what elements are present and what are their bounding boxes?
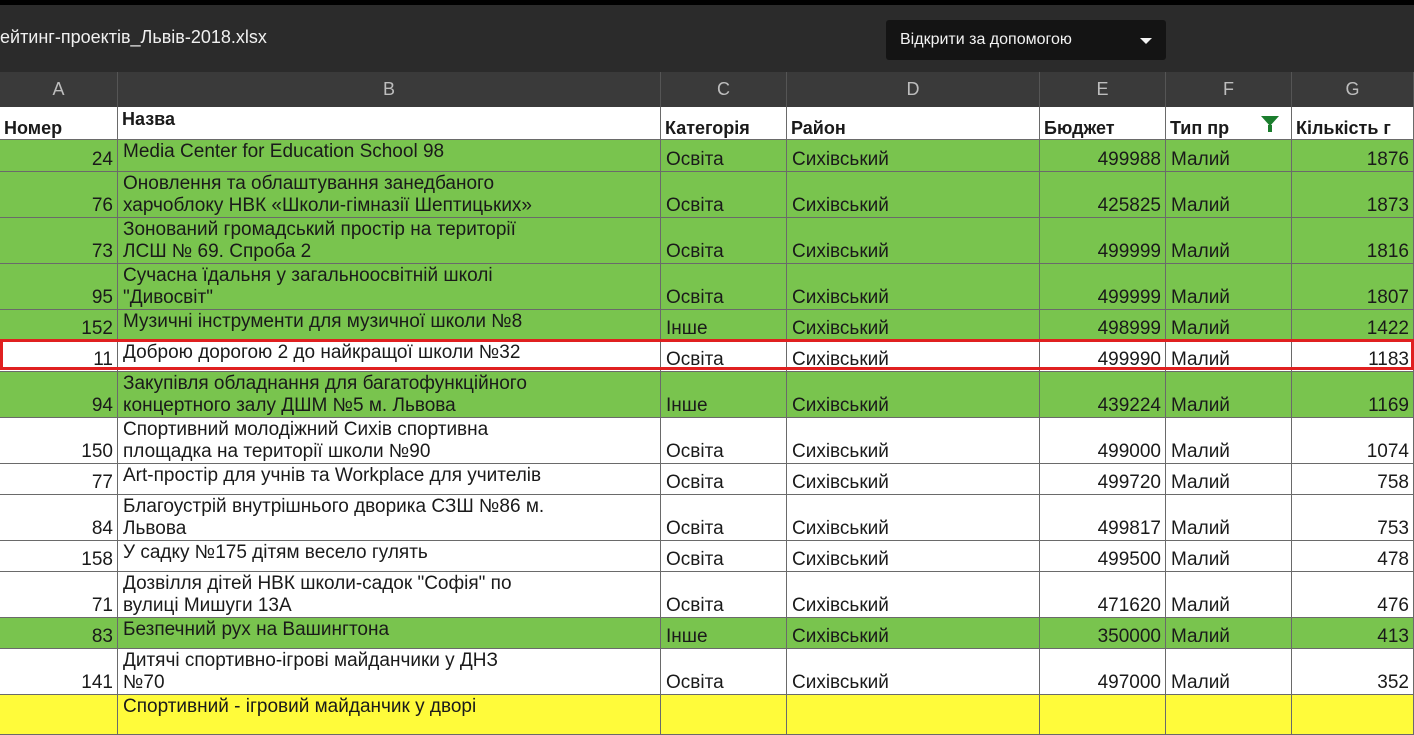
cell-count[interactable]: 1873 <box>1292 172 1414 218</box>
open-with-button[interactable] <box>886 20 1166 60</box>
cell-name-line: Сучасна їдальня у загальноосвітній школі <box>123 265 493 286</box>
cell-count[interactable]: 413 <box>1292 618 1414 649</box>
header-name[interactable]: Назва <box>118 107 661 140</box>
cell-number[interactable]: 95 <box>0 264 118 310</box>
column-header-b[interactable]: B <box>118 72 661 107</box>
cell-type[interactable]: Малий <box>1166 140 1292 172</box>
cell-category[interactable]: Освіта <box>661 218 787 264</box>
cell-number[interactable]: 71 <box>0 572 118 618</box>
cell-category[interactable]: Освіта <box>661 495 787 541</box>
cell-type[interactable]: Малий <box>1166 464 1292 495</box>
cell-category[interactable]: Освіта <box>661 341 787 372</box>
cell-district[interactable]: Сихівський <box>787 541 1040 572</box>
cell-type[interactable]: Малий <box>1166 172 1292 218</box>
cell-count[interactable]: 1074 <box>1292 418 1414 464</box>
cell-district[interactable]: Сихівський <box>787 418 1040 464</box>
cell-number[interactable]: 76 <box>0 172 118 218</box>
cell-district[interactable]: Сихівський <box>787 495 1040 541</box>
cell-budget[interactable]: 499000 <box>1040 418 1166 464</box>
cell-type[interactable]: Малий <box>1166 341 1292 372</box>
cell-district[interactable]: Сихівський <box>787 218 1040 264</box>
cell-category[interactable]: Освіта <box>661 264 787 310</box>
cell-name[interactable] <box>118 541 661 572</box>
cell-budget[interactable]: 499817 <box>1040 495 1166 541</box>
cell-district[interactable]: Сихівський <box>787 264 1040 310</box>
cell-budget[interactable]: 471620 <box>1040 572 1166 618</box>
cell-type[interactable]: Малий <box>1166 310 1292 341</box>
filter-icon-stem <box>1268 125 1272 132</box>
cell-district[interactable]: Сихівський <box>787 310 1040 341</box>
header-category[interactable]: Категорія <box>661 107 787 140</box>
cell-budget[interactable]: 499999 <box>1040 264 1166 310</box>
cell-number[interactable]: 94 <box>0 372 118 418</box>
cell-type[interactable]: Малий <box>1166 218 1292 264</box>
cell-number[interactable]: 73 <box>0 218 118 264</box>
cell-category[interactable]: Освіта <box>661 649 787 695</box>
cell-count[interactable]: 1422 <box>1292 310 1414 341</box>
column-header-a[interactable]: A <box>0 72 118 107</box>
top-bar <box>0 0 1414 72</box>
cell-name-line: Закупівля обладнання для багатофункційного <box>123 373 527 394</box>
cell-name[interactable] <box>118 341 661 372</box>
cell-name[interactable] <box>118 264 661 310</box>
cell-name-line: "Дивосвіт" <box>123 287 213 308</box>
cell-budget[interactable]: 425825 <box>1040 172 1166 218</box>
caret-down-icon <box>1140 38 1152 44</box>
cell-number[interactable]: 24 <box>0 140 118 172</box>
cell-name-line: ЛСШ № 69. Спроба 2 <box>123 241 312 262</box>
cell-name[interactable] <box>118 495 661 541</box>
cell-district[interactable]: Сихівський <box>787 372 1040 418</box>
header-budget[interactable]: Бюджет <box>1040 107 1166 140</box>
cell-type[interactable]: Малий <box>1166 649 1292 695</box>
cell-number[interactable]: 84 <box>0 495 118 541</box>
cell-name-line: Дозвілля дітей НВК школи-садок "Софія" по <box>123 573 512 594</box>
cell-category[interactable]: Освіта <box>661 140 787 172</box>
cell-name-line: харчоблоку НВК «Школи-гімназії Шептицьких» <box>123 195 533 216</box>
cell-name-line: Львова <box>123 518 187 539</box>
cell-name-line: Оновлення та облаштування занедбаного <box>123 173 495 194</box>
cell-type[interactable] <box>1166 695 1292 735</box>
cell-count[interactable]: 1816 <box>1292 218 1414 264</box>
cell-budget[interactable]: 498999 <box>1040 310 1166 341</box>
cell-name-line: Доброю дорогою 2 до найкращої школи №32 <box>123 342 521 363</box>
cell-district[interactable]: Сихівський <box>787 572 1040 618</box>
cell-count[interactable]: 1183 <box>1292 341 1414 372</box>
cell-district[interactable]: Сихівський <box>787 140 1040 172</box>
spreadsheet-grid <box>0 107 1414 717</box>
cell-category[interactable] <box>661 695 787 735</box>
header-count[interactable]: Кількість г <box>1292 107 1414 140</box>
cell-name[interactable] <box>118 618 661 649</box>
cell-category[interactable]: Освіта <box>661 572 787 618</box>
cell-district[interactable]: Сихівський <box>787 341 1040 372</box>
cell-category[interactable]: Освіта <box>661 541 787 572</box>
cell-number[interactable]: 83 <box>0 618 118 649</box>
cell-number[interactable]: 11 <box>0 341 118 372</box>
cell-count[interactable] <box>1292 695 1414 735</box>
cell-type[interactable]: Малий <box>1166 264 1292 310</box>
cell-budget[interactable] <box>1040 695 1166 735</box>
cell-district[interactable]: Сихівський <box>787 464 1040 495</box>
cell-category[interactable]: Інше <box>661 618 787 649</box>
header-district[interactable]: Район <box>787 107 1040 140</box>
cell-count[interactable]: 758 <box>1292 464 1414 495</box>
cell-count[interactable]: 476 <box>1292 572 1414 618</box>
cell-name[interactable] <box>118 310 661 341</box>
cell-budget[interactable]: 350000 <box>1040 618 1166 649</box>
cell-name-line: У садку №175 дітям весело гулять <box>123 542 428 563</box>
open-with-label: Відкрити за допомогою <box>900 31 1072 48</box>
cell-budget[interactable]: 499988 <box>1040 140 1166 172</box>
cell-category[interactable]: Інше <box>661 372 787 418</box>
cell-name-line: Спортивний - ігровий майданчик у дворі <box>123 696 477 717</box>
cell-name-line: Media Center for Education School 98 <box>123 141 445 162</box>
cell-count[interactable]: 1807 <box>1292 264 1414 310</box>
cell-budget[interactable]: 499500 <box>1040 541 1166 572</box>
cell-name-line: Благоустрій внутрішнього дворика СЗШ №86 м. <box>123 496 545 517</box>
cell-district[interactable] <box>787 695 1040 735</box>
header-type[interactable]: Тип пр <box>1166 107 1292 140</box>
cell-type[interactable]: Малий <box>1166 418 1292 464</box>
cell-number[interactable]: 158 <box>0 541 118 572</box>
cell-budget[interactable]: 499999 <box>1040 218 1166 264</box>
file-title: ейтинг-проектів_Львів-2018.xlsx <box>0 27 267 47</box>
cell-district[interactable]: Сихівський <box>787 649 1040 695</box>
cell-budget[interactable]: 497000 <box>1040 649 1166 695</box>
cell-type[interactable]: Малий <box>1166 541 1292 572</box>
cell-name-line: площадка на території школи №90 <box>123 441 431 462</box>
cell-count[interactable]: 753 <box>1292 495 1414 541</box>
cell-name[interactable] <box>118 572 661 618</box>
column-header-g[interactable]: G <box>1292 72 1414 107</box>
cell-district[interactable]: Сихівський <box>787 618 1040 649</box>
cell-budget[interactable]: 499720 <box>1040 464 1166 495</box>
cell-name-line: концертного залу ДШМ №5 м. Львова <box>123 395 456 416</box>
cell-name-line: Музичні інструменти для музичної школи №8 <box>123 311 523 332</box>
cell-district[interactable]: Сихівський <box>787 172 1040 218</box>
cell-category[interactable]: Освіта <box>661 418 787 464</box>
cell-name-line: вулиці Мишуги 13А <box>123 595 292 616</box>
cell-name[interactable] <box>118 218 661 264</box>
column-header-e[interactable]: E <box>1040 72 1166 107</box>
cell-count[interactable]: 1169 <box>1292 372 1414 418</box>
cell-name-line: Зонований громадський простір на території <box>123 219 516 240</box>
cell-type[interactable]: Малий <box>1166 618 1292 649</box>
cell-type[interactable]: Малий <box>1166 372 1292 418</box>
cell-count[interactable]: 478 <box>1292 541 1414 572</box>
cell-name[interactable] <box>118 140 661 172</box>
cell-name[interactable] <box>118 649 661 695</box>
cell-name-line: Спортивний молодіжний Сихів спортивна <box>123 419 489 440</box>
cell-name[interactable] <box>118 464 661 495</box>
cell-count[interactable]: 1876 <box>1292 140 1414 172</box>
cell-name[interactable] <box>118 418 661 464</box>
cell-budget[interactable]: 439224 <box>1040 372 1166 418</box>
cell-type[interactable]: Малий <box>1166 495 1292 541</box>
cell-number[interactable]: 141 <box>0 649 118 695</box>
cell-number[interactable]: 150 <box>0 418 118 464</box>
cell-name[interactable] <box>118 372 661 418</box>
column-header-c[interactable]: C <box>661 72 787 107</box>
cell-name[interactable] <box>118 695 661 735</box>
cell-category[interactable]: Інше <box>661 310 787 341</box>
header-number[interactable]: Номер <box>0 107 118 140</box>
cell-budget[interactable]: 499990 <box>1040 341 1166 372</box>
cell-category[interactable]: Освіта <box>661 172 787 218</box>
cell-number[interactable]: 77 <box>0 464 118 495</box>
cell-category[interactable]: Освіта <box>661 464 787 495</box>
cell-name-line: Безпечний рух на Вашингтона <box>123 619 390 640</box>
cell-number[interactable] <box>0 695 118 735</box>
cell-name-line: Дитячі спортивно-ігрові майданчики у ДНЗ <box>123 650 498 671</box>
cell-name-line: №70 <box>123 672 165 693</box>
column-header-d[interactable]: D <box>787 72 1040 107</box>
cell-name[interactable] <box>118 172 661 218</box>
column-header-f[interactable]: F <box>1166 72 1292 107</box>
cell-count[interactable]: 352 <box>1292 649 1414 695</box>
cell-type[interactable]: Малий <box>1166 572 1292 618</box>
cell-name-line: Art-простір для учнів та Workplace для учителів <box>123 465 542 486</box>
cell-number[interactable]: 152 <box>0 310 118 341</box>
